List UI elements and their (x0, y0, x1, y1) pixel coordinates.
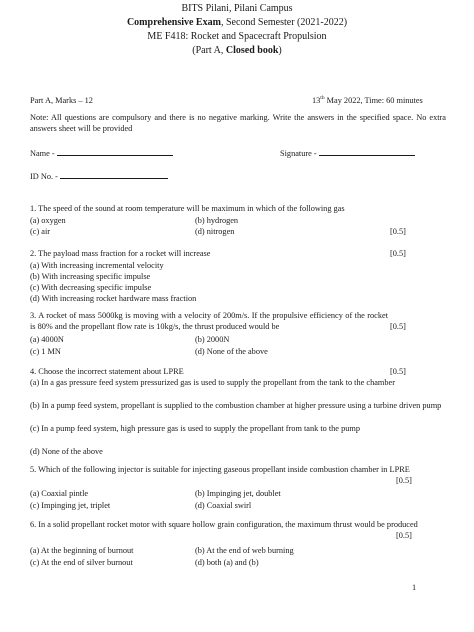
course-title: ME F418: Rocket and Spacecraft Propulsion (147, 31, 327, 42)
question-5-text: 5. Which of the following injector is suitable for injecting gaseous propellant inside combustion chamber in LPRE (30, 465, 410, 474)
name-label: Name - (30, 149, 55, 158)
question-4-text: 4. Choose the incorrect statement about LPRE (30, 367, 184, 376)
question-5-option-d: (d) Coaxial swirl (195, 501, 252, 510)
exam-date-time (312, 96, 423, 107)
question-2-option-c: (c) With decreasing specific impulse (30, 283, 152, 292)
name-blank-line[interactable] (57, 148, 173, 156)
question-4-marks: [0.5] (390, 367, 406, 376)
question-5-option-c: (c) Impinging jet, triplet (30, 501, 111, 510)
question-5-option-b: (b) Impinging jet, doublet (195, 489, 281, 498)
question-1-option-b: (b) hydrogen (195, 216, 239, 225)
question-6-option-c: (c) At the end of silver burnout (30, 558, 133, 567)
question-6-text: 6. In a solid propellant rocket motor with square hollow grain configuration, the maximum thrust would be produced (30, 520, 418, 529)
part-close: ) (278, 45, 282, 56)
question-2-text: 2. The payload mass fraction for a rocket will increase (30, 249, 211, 258)
id-blank-line[interactable] (60, 171, 168, 179)
question-2-marks: [0.5] (390, 249, 406, 258)
question-3-text: 3. A rocket of mass 5000kg is moving with a velocity of 200m/s. If the propulsive efficiency of the rocket is 80% and the propellant flow rate is 10kg/s, the thrust produced would be (30, 311, 388, 331)
part-bold: Closed book (225, 45, 279, 56)
question-1-marks: [0.5] (390, 227, 406, 236)
question-6-option-d: (d) both (a) and (b) (195, 558, 259, 567)
name-row (30, 148, 173, 160)
page-number: 1 (412, 583, 417, 592)
exam-title-bold: Comprehensive Exam (126, 17, 221, 28)
question-2-option-a: (a) With increasing incremental velocity (30, 261, 164, 270)
date-sup: th (320, 95, 325, 102)
question-3-option-a: (a) 4000N (30, 335, 64, 344)
question-2-option-d: (d) With increasing rocket hardware mass fraction (30, 294, 197, 303)
part-open: (Part A, (192, 45, 226, 56)
question-4-option-d: (d) None of the above (30, 447, 103, 456)
question-5-marks: [0.5] (396, 475, 412, 485)
id-label: ID No. - (30, 172, 58, 181)
question-6-option-a: (a) At the beginning of burnout (30, 546, 134, 555)
institution-name: BITS Pilani, Pilani Campus (181, 3, 293, 14)
question-3-option-b: (b) 2000N (195, 335, 230, 344)
exam-title-rest: , Second Semester (2021-2022) (220, 17, 348, 28)
question-3-option-d: (d) None of the above (195, 347, 268, 356)
question-3-option-c: (c) 1 MN (30, 347, 61, 356)
id-row (30, 171, 168, 183)
part-title (0, 44, 474, 57)
date-rest: May 2022, Time: 60 minutes (324, 96, 423, 105)
instructions-note: Note: All questions are compulsory and there is no negative marking. Write the answers in the specified space. No extra answers sheet will be provided (30, 113, 446, 133)
signature-row (280, 148, 415, 160)
question-1-option-c: (c) air (30, 227, 51, 236)
question-1-option-a: (a) oxygen (30, 216, 66, 225)
question-1-text: 1. The speed of the sound at room temperature will be maximum in which of the following gas (30, 204, 345, 213)
question-4-option-c: (c) In a pump feed system, high pressure gas is used to supply the propellant from tank to the pump (30, 424, 360, 433)
question-2-option-b: (b) With increasing specific impulse (30, 272, 151, 281)
date-day: 13 (312, 96, 321, 105)
question-5-option-a: (a) Coaxial pintle (30, 489, 89, 498)
question-6-marks: [0.5] (396, 530, 412, 540)
question-6-option-b: (b) At the end of web burning (195, 546, 294, 555)
question-4-option-a: (a) In a gas pressure feed system pressurized gas is used to supply the propellant from the tank to the chamber (30, 378, 395, 387)
exam-title (0, 16, 474, 29)
question-3-marks: [0.5] (390, 321, 406, 331)
signature-blank-line[interactable] (319, 148, 415, 156)
question-1-option-d: (d) nitrogen (195, 227, 235, 236)
signature-label: Signature - (280, 149, 317, 158)
question-4-option-b: (b) In a pump feed system, propellant is supplied to the combustion chamber at higher pressure using a turbine driven pump (30, 401, 442, 410)
part-marks: Part A, Marks – 12 (30, 96, 93, 105)
